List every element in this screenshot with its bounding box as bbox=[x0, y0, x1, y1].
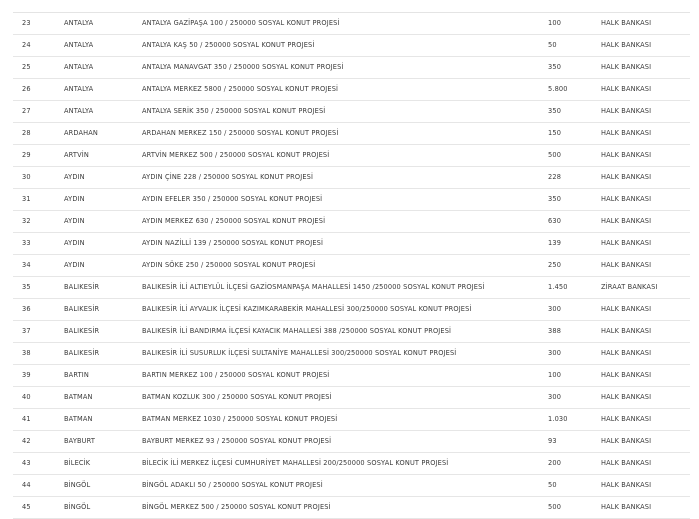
housing-count-cell: 50 bbox=[548, 481, 557, 489]
row-number-cell: 31 bbox=[22, 195, 31, 203]
province-cell: ANTALYA bbox=[64, 85, 94, 93]
bank-cell: HALK BANKASI bbox=[601, 195, 652, 203]
table-row bbox=[13, 277, 690, 299]
row-number-cell: 40 bbox=[22, 393, 31, 401]
bank-cell: HALK BANKASI bbox=[601, 305, 652, 313]
bank-cell: HALK BANKASI bbox=[601, 415, 652, 423]
table-row bbox=[13, 123, 690, 145]
housing-count-cell: 350 bbox=[548, 107, 562, 115]
table-row bbox=[13, 365, 690, 387]
project-name-cell: ANTALYA MANAVGAT 350 / 250000 SOSYAL KONUT PROJESİ bbox=[142, 63, 344, 71]
project-name-cell: AYDIN SÖKE 250 / 250000 SOSYAL KONUT PROJESİ bbox=[142, 261, 316, 269]
bank-cell: ZİRAAT BANKASI bbox=[601, 283, 658, 291]
row-number-cell: 41 bbox=[22, 415, 31, 423]
row-number-cell: 23 bbox=[22, 19, 31, 27]
project-name-cell: ANTALYA SERİK 350 / 250000 SOSYAL KONUT PROJESİ bbox=[142, 107, 326, 115]
project-name-cell: BALIKESİR İLİ AYVALIK İLÇESİ KAZIMKARABEKİR MAHALLESİ 300/250000 SOSYAL KONUT PROJESİ bbox=[142, 305, 472, 313]
province-cell: BİLECİK bbox=[64, 459, 91, 467]
project-name-cell: ANTALYA GAZİPAŞA 100 / 250000 SOSYAL KONUT PROJESİ bbox=[142, 19, 340, 27]
row-number-cell: 42 bbox=[22, 437, 31, 445]
row-number-cell: 28 bbox=[22, 129, 31, 137]
project-name-cell: BALIKESİR İLİ SUSURLUK İLÇESİ SULTANİYE MAHALLESİ 300/250000 SOSYAL KONUT PROJESİ bbox=[142, 349, 457, 357]
table-row bbox=[13, 211, 690, 233]
row-number-cell: 39 bbox=[22, 371, 31, 379]
row-number-cell: 44 bbox=[22, 481, 31, 489]
bank-cell: HALK BANKASI bbox=[601, 129, 652, 137]
province-cell: BALIKESİR bbox=[64, 349, 100, 357]
bank-cell: HALK BANKASI bbox=[601, 371, 652, 379]
table-row bbox=[13, 57, 690, 79]
province-cell: AYDIN bbox=[64, 239, 85, 247]
bank-cell: HALK BANKASI bbox=[601, 41, 652, 49]
housing-count-cell: 350 bbox=[548, 63, 562, 71]
province-cell: ANTALYA bbox=[64, 41, 94, 49]
project-name-cell: BİNGÖL ADAKLI 50 / 250000 SOSYAL KONUT PROJESİ bbox=[142, 481, 323, 489]
bank-cell: HALK BANKASI bbox=[601, 63, 652, 71]
row-number-cell: 25 bbox=[22, 63, 31, 71]
project-name-cell: BALIKESİR İLİ ALTIEYLÜL İLÇESİ GAZİOSMANPAŞA MAHALLESİ 1450 /250000 SOSYAL KONUT PROJESİ bbox=[142, 283, 485, 291]
province-cell: ARTVİN bbox=[64, 151, 89, 159]
bank-cell: HALK BANKASI bbox=[601, 437, 652, 445]
table-row bbox=[13, 167, 690, 189]
table-row bbox=[13, 255, 690, 277]
province-cell: AYDIN bbox=[64, 217, 85, 225]
row-number-cell: 30 bbox=[22, 173, 31, 181]
province-cell: BALIKESİR bbox=[64, 283, 100, 291]
table-row bbox=[13, 497, 690, 519]
bank-cell: HALK BANKASI bbox=[601, 151, 652, 159]
row-number-cell: 34 bbox=[22, 261, 31, 269]
housing-count-cell: 200 bbox=[548, 459, 562, 467]
province-cell: BARTIN bbox=[64, 371, 89, 379]
housing-count-cell: 500 bbox=[548, 503, 562, 511]
housing-count-cell: 93 bbox=[548, 437, 557, 445]
bank-cell: HALK BANKASI bbox=[601, 327, 652, 335]
province-cell: BALIKESİR bbox=[64, 327, 100, 335]
row-number-cell: 37 bbox=[22, 327, 31, 335]
row-number-cell: 33 bbox=[22, 239, 31, 247]
row-number-cell: 35 bbox=[22, 283, 31, 291]
row-number-cell: 32 bbox=[22, 217, 31, 225]
province-cell: ARDAHAN bbox=[64, 129, 99, 137]
project-name-cell: ANTALYA KAŞ 50 / 250000 SOSYAL KONUT PROJESİ bbox=[142, 41, 315, 49]
row-number-cell: 27 bbox=[22, 107, 31, 115]
row-number-cell: 26 bbox=[22, 85, 31, 93]
table-row bbox=[13, 299, 690, 321]
project-name-cell: BİNGÖL MERKEZ 500 / 250000 SOSYAL KONUT PROJESİ bbox=[142, 503, 331, 511]
table-row bbox=[13, 387, 690, 409]
bank-cell: HALK BANKASI bbox=[601, 459, 652, 467]
table-row bbox=[13, 145, 690, 167]
table-row bbox=[13, 233, 690, 255]
housing-count-cell: 1.030 bbox=[548, 415, 568, 423]
province-cell: BATMAN bbox=[64, 415, 93, 423]
project-name-cell: BATMAN KOZLUK 300 / 250000 SOSYAL KONUT PROJESİ bbox=[142, 393, 332, 401]
province-cell: ANTALYA bbox=[64, 107, 94, 115]
project-name-cell: BARTIN MERKEZ 100 / 250000 SOSYAL KONUT PROJESİ bbox=[142, 371, 330, 379]
housing-count-cell: 1.450 bbox=[548, 283, 568, 291]
housing-count-cell: 500 bbox=[548, 151, 562, 159]
housing-count-cell: 388 bbox=[548, 327, 562, 335]
bank-cell: HALK BANKASI bbox=[601, 481, 652, 489]
housing-project-table bbox=[13, 12, 690, 519]
table-row bbox=[13, 409, 690, 431]
table-row bbox=[13, 35, 690, 57]
bank-cell: HALK BANKASI bbox=[601, 19, 652, 27]
housing-count-cell: 350 bbox=[548, 195, 562, 203]
project-name-cell: BAYBURT MERKEZ 93 / 250000 SOSYAL KONUT PROJESİ bbox=[142, 437, 332, 445]
table-row bbox=[13, 189, 690, 211]
bank-cell: HALK BANKASI bbox=[601, 261, 652, 269]
province-cell: ANTALYA bbox=[64, 63, 94, 71]
housing-count-cell: 139 bbox=[548, 239, 562, 247]
row-number-cell: 36 bbox=[22, 305, 31, 313]
row-number-cell: 38 bbox=[22, 349, 31, 357]
province-cell: BİNGÖL bbox=[64, 481, 91, 489]
project-name-cell: BATMAN MERKEZ 1030 / 250000 SOSYAL KONUT PROJESİ bbox=[142, 415, 338, 423]
housing-count-cell: 5.800 bbox=[548, 85, 568, 93]
province-cell: BAYBURT bbox=[64, 437, 96, 445]
bank-cell: HALK BANKASI bbox=[601, 173, 652, 181]
project-name-cell: BİLECİK İLİ MERKEZ İLÇESİ CUMHURİYET MAHALLESİ 200/250000 SOSYAL KONUT PROJESİ bbox=[142, 459, 449, 467]
table-row bbox=[13, 453, 690, 475]
project-name-cell: AYDIN NAZİLLİ 139 / 250000 SOSYAL KONUT PROJESİ bbox=[142, 239, 324, 247]
project-name-cell: ARDAHAN MERKEZ 150 / 250000 SOSYAL KONUT PROJESİ bbox=[142, 129, 339, 137]
bank-cell: HALK BANKASI bbox=[601, 393, 652, 401]
bank-cell: HALK BANKASI bbox=[601, 239, 652, 247]
project-name-cell: AYDIN EFELER 350 / 250000 SOSYAL KONUT PROJESİ bbox=[142, 195, 323, 203]
province-cell: AYDIN bbox=[64, 195, 85, 203]
province-cell: BALIKESİR bbox=[64, 305, 100, 313]
project-name-cell: AYDIN ÇİNE 228 / 250000 SOSYAL KONUT PROJESİ bbox=[142, 173, 314, 181]
housing-count-cell: 630 bbox=[548, 217, 562, 225]
housing-count-cell: 50 bbox=[548, 41, 557, 49]
table-row bbox=[13, 13, 690, 35]
housing-count-cell: 150 bbox=[548, 129, 562, 137]
row-number-cell: 45 bbox=[22, 503, 31, 511]
housing-count-cell: 100 bbox=[548, 19, 562, 27]
province-cell: BATMAN bbox=[64, 393, 93, 401]
province-cell: AYDIN bbox=[64, 261, 85, 269]
table-row bbox=[13, 101, 690, 123]
bank-cell: HALK BANKASI bbox=[601, 85, 652, 93]
table-row bbox=[13, 79, 690, 101]
housing-count-cell: 300 bbox=[548, 305, 562, 313]
bank-cell: HALK BANKASI bbox=[601, 217, 652, 225]
housing-count-cell: 300 bbox=[548, 393, 562, 401]
housing-count-cell: 250 bbox=[548, 261, 562, 269]
province-cell: ANTALYA bbox=[64, 19, 94, 27]
housing-count-cell: 100 bbox=[548, 371, 562, 379]
project-name-cell: BALIKESİR İLİ BANDIRMA İLÇESİ KAYACIK MAHALLESİ 388 /250000 SOSYAL KONUT PROJESİ bbox=[142, 327, 452, 335]
project-name-cell: AYDIN MERKEZ 630 / 250000 SOSYAL KONUT PROJESİ bbox=[142, 217, 326, 225]
province-cell: AYDIN bbox=[64, 173, 85, 181]
project-name-cell: ARTVİN MERKEZ 500 / 250000 SOSYAL KONUT PROJESİ bbox=[142, 151, 330, 159]
table-row bbox=[13, 475, 690, 497]
bank-cell: HALK BANKASI bbox=[601, 107, 652, 115]
project-name-cell: ANTALYA MERKEZ 5800 / 250000 SOSYAL KONUT PROJESİ bbox=[142, 85, 339, 93]
table-row bbox=[13, 431, 690, 453]
table-row bbox=[13, 321, 690, 343]
bank-cell: HALK BANKASI bbox=[601, 503, 652, 511]
row-number-cell: 24 bbox=[22, 41, 31, 49]
bank-cell: HALK BANKASI bbox=[601, 349, 652, 357]
housing-count-cell: 228 bbox=[548, 173, 562, 181]
housing-count-cell: 300 bbox=[548, 349, 562, 357]
province-cell: BİNGÖL bbox=[64, 503, 91, 511]
row-number-cell: 29 bbox=[22, 151, 31, 159]
row-number-cell: 43 bbox=[22, 459, 31, 467]
table-row bbox=[13, 343, 690, 365]
